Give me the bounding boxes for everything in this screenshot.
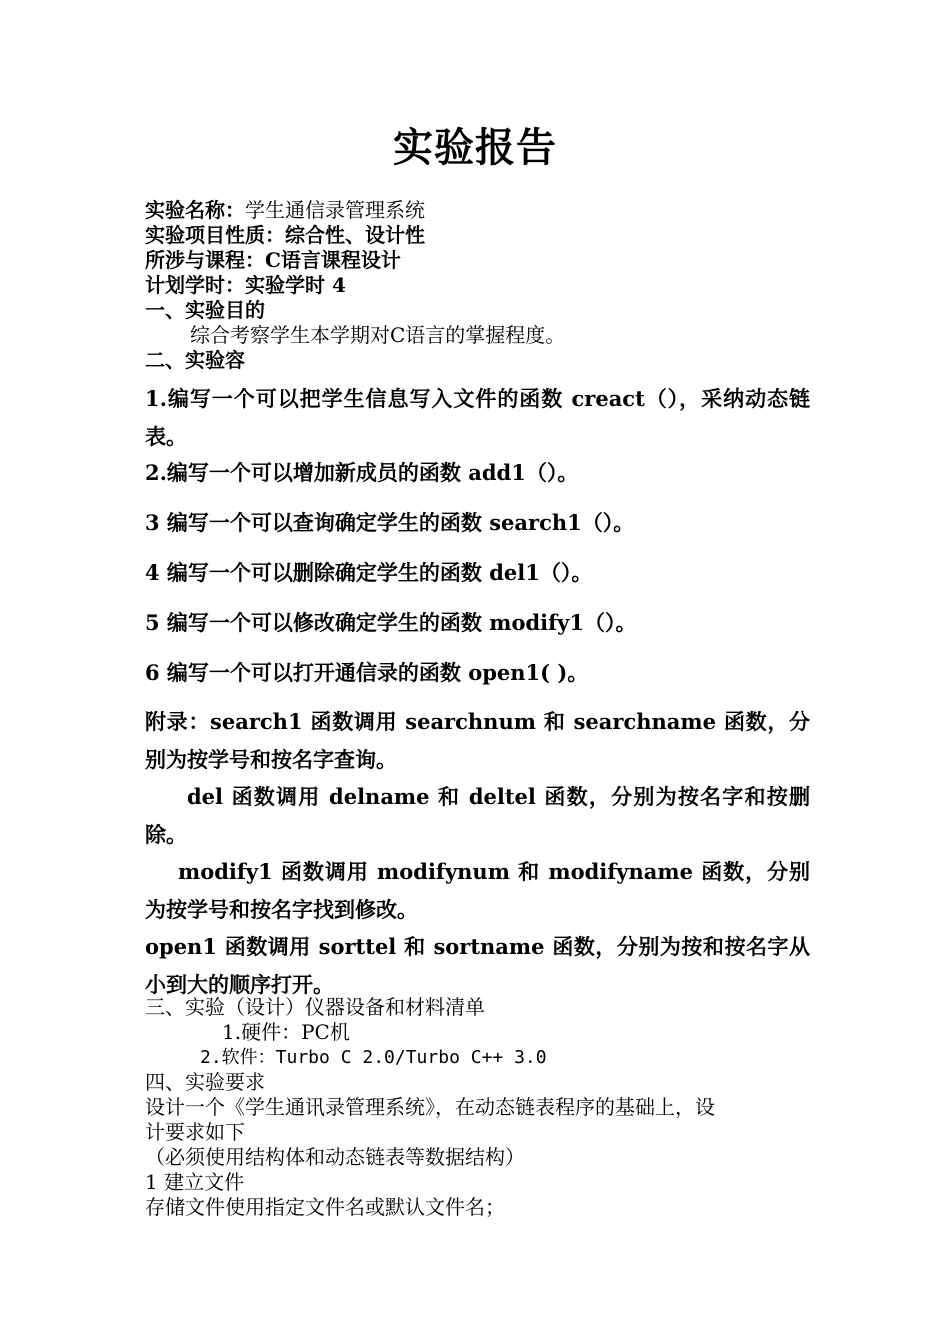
hardware-line: 1.硬件：PC机 (222, 1020, 350, 1044)
experiment-hours: 计划学时：实验学时 4 (145, 273, 346, 297)
content-item-6: 6 编写一个可以打开通信录的函数 open1( )。 (145, 660, 589, 685)
experiment-nature: 实验项目性质：综合性、设计性 (145, 223, 425, 247)
content-item-1: 1.编写一个可以把学生信息写入文件的函数 creact（），采纳动态链表。 (145, 386, 810, 449)
appendix-open: open1 函数调用 sorttel 和 sortname 函数，分别为按和按名字从小到大的顺序打开。 (145, 934, 810, 997)
section1-text: 综合考察学生本学期对C语言的掌握程度。 (190, 323, 566, 347)
requirements-line-3: （必须使用结构体和动态链表等数据结构） (145, 1145, 525, 1169)
section1-heading: 一、实验目的 (145, 298, 265, 322)
software-line: 2.软件：Turbo C 2.0/Turbo C++ 3.0 (200, 1047, 547, 1068)
appendix-search: 附录：search1 函数调用 searchnum 和 searchname 函数，分别为按学号和按名字查询。 (145, 709, 810, 772)
requirements-line-1: 设计一个《学生通讯录管理系统》，在动态链表程序的基础上，设 (145, 1095, 715, 1119)
requirements-line-2: 计要求如下 (145, 1120, 245, 1144)
appendix-modify: modify1 函数调用 modifynum 和 modifyname 函数，分别为按学号和按名字找到修改。 (145, 859, 810, 922)
appendix-del: del 函数调用 delname 和 deltel 函数，分别为按名字和按删除。 (145, 784, 810, 847)
experiment-name-value: 学生通信录管理系统 (245, 198, 425, 222)
experiment-name-line (145, 198, 425, 223)
page-title: 实验报告 (393, 124, 557, 171)
requirements-line-4: 1 建立文件 (145, 1170, 245, 1194)
experiment-course: 所涉与课程：C语言课程设计 (145, 248, 401, 272)
section4-heading: 四、实验要求 (145, 1070, 265, 1094)
section3-heading: 三、实验（设计）仪器设备和材料清单 (145, 995, 485, 1019)
content-item-5: 5 编写一个可以修改确定学生的函数 modify1（）。 (145, 610, 637, 635)
experiment-name-label: 实验名称： (145, 198, 245, 222)
content-item-3: 3 编写一个可以查询确定学生的函数 search1（）。 (145, 510, 635, 535)
content-item-4: 4 编写一个可以删除确定学生的函数 del1（）。 (145, 560, 593, 585)
requirements-line-5: 存储文件使用指定文件名或默认文件名； (145, 1195, 505, 1219)
content-item-2: 2.编写一个可以增加新成员的函数 add1（）。 (145, 460, 579, 485)
section2-heading: 二、实验容 (145, 348, 245, 372)
